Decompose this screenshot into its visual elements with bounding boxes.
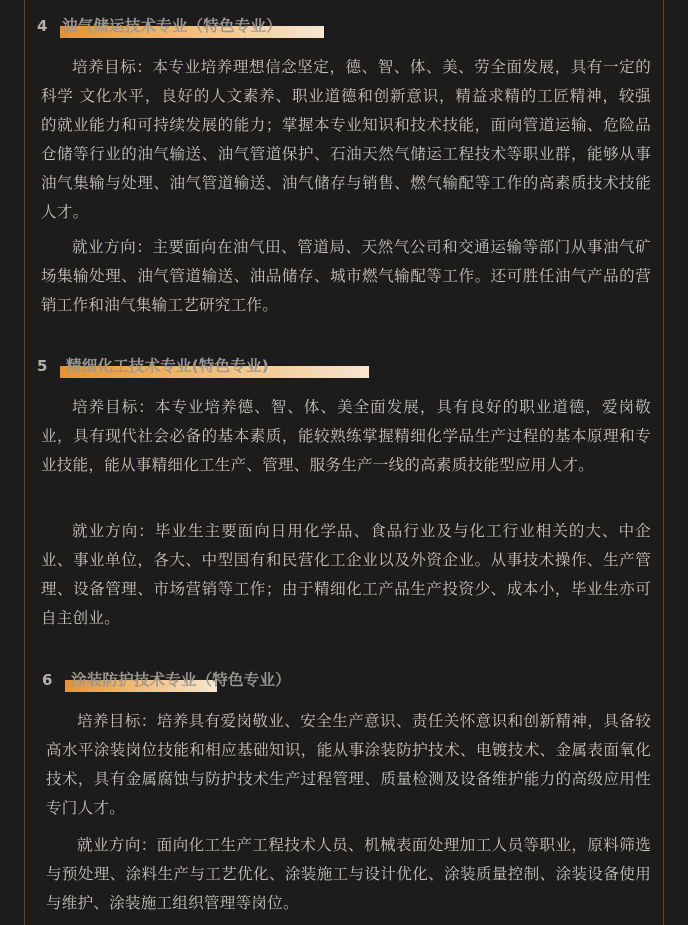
section-number: 5 <box>37 357 48 375</box>
section-heading <box>42 670 342 692</box>
training-goal-paragraph: 培养目标：培养具有爱岗敬业、安全生产意识、责任关怀意识和创新精神，具备较高水平涂装岗位技能和相应基础知识，能从事涂装防护技术、电镀技术、金属表面氧化技术，具有金属腐蚀与防护技术生产过程管理、质量检测及设备维护能力的高级应用性专门人才。 <box>46 712 651 817</box>
section-heading <box>37 356 377 378</box>
section-title: 涂装防护技术专业（特色专业） <box>71 671 291 689</box>
career-direction-paragraph: 就业方向：毕业生主要面向日用化学品、食品行业及与化工行业相关的大、中企业、事业单位，各大、中型国有和民营化工企业以及外资企业。从事技术操作、生产管理、设备管理、市场营销等工作；由于精细化工产品生产投资少、成本小，毕业生亦可自主创业。 <box>41 522 651 627</box>
section-number: 6 <box>42 671 53 689</box>
career-direction-paragraph: 就业方向：主要面向在油气田、管道局、天然气公司和交通运输等部门从事油气矿场集输处理、油气管道输送、油品储存、城市燃气输配等工作。还可胜任油气产品的营销工作和油气集输工艺研究工作。 <box>41 238 651 314</box>
section-heading <box>37 16 337 38</box>
section-title: 油气储运技术专业（特色专业） <box>62 17 282 35</box>
page-frame <box>24 0 664 925</box>
section-title: 精细化工技术专业(特色专业) <box>66 357 269 375</box>
training-goal-paragraph: 培养目标：本专业培养德、智、体、美全面发展，具有良好的职业道德，爱岗敬业，具有现代社会必备的基本素质，能较熟练掌握精细化学品生产过程的基本原理和专业技能，能从事精细化工生产、管理、服务生产一线的高素质技能型应用人才。 <box>41 398 651 474</box>
training-goal-paragraph: 培养目标：本专业培养理想信念坚定，德、智、体、美、劳全面发展，具有一定的科学 文化水平，良好的人文素养、职业道德和创新意识，精益求精的工匠精神，较强 的就业能力和可持续发展的能力；掌握本专业知识和技术技能，面向管道运输、危险品仓储等行业的油气输送、油气管道保护、石油天然气储运工程技术等职业群，能够从事油气集输与处理、油气管道输送、油气储存与销售、燃气输配等工作的高素质技术技能人才。 <box>41 58 651 221</box>
career-direction-paragraph: 就业方向：面向化工生产工程技术人员、机械表面处理加工人员等职业，原料筛选与预处理、涂料生产与工艺优化、涂装施工与设计优化、涂装质量控制、涂装设备使用与维护、涂装施工组织管理等岗位。 <box>46 836 651 912</box>
section-number: 4 <box>37 17 48 35</box>
